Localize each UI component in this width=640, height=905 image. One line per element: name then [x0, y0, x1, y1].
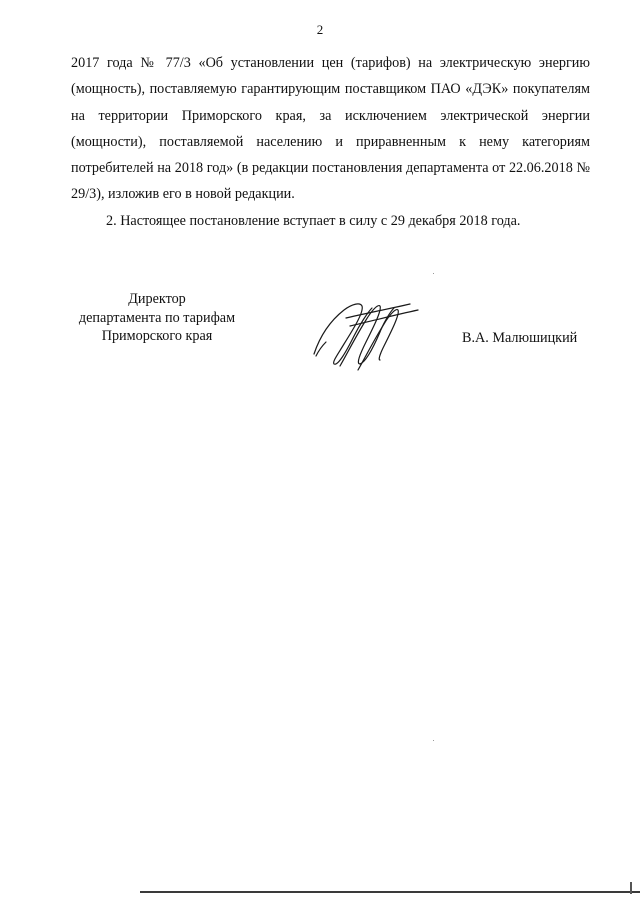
- scan-speck: [433, 273, 434, 274]
- handwritten-signature: [310, 296, 422, 376]
- scan-edge-line: [140, 891, 640, 893]
- page-number: 2: [316, 22, 324, 37]
- signatory-title-line: департамента по тарифам: [78, 309, 236, 326]
- scan-speck: [433, 740, 434, 741]
- document-body: [71, 50, 590, 234]
- paragraph-effective-date: 2. Настоящее постановление вступает в силу с 29 декабря 2018 года.: [106, 212, 521, 229]
- signatory-title-line: Приморского края: [101, 328, 213, 344]
- signatory-title-line: Директор: [128, 291, 186, 307]
- paragraph-continuation: 2017 года № 77/3 «Об установлении цен (тарифов) на электрическую энергию (мощность), поставляемую гарантирующим поставщиком ПАО «ДЭК» покупателям на территории Приморского края, за исключением электрической энергии (мощности), поставляемой населению и приравненным к нему категориям потребителей на 2018 год» (в редакции постановления департамента от 22.06.2018 № 29/3), изложив его в новой редакции.: [71, 55, 590, 203]
- signer-name: В.А. Малюшицкий: [462, 330, 578, 346]
- signatory-title: [52, 290, 262, 346]
- scan-edge-mark: [630, 882, 632, 894]
